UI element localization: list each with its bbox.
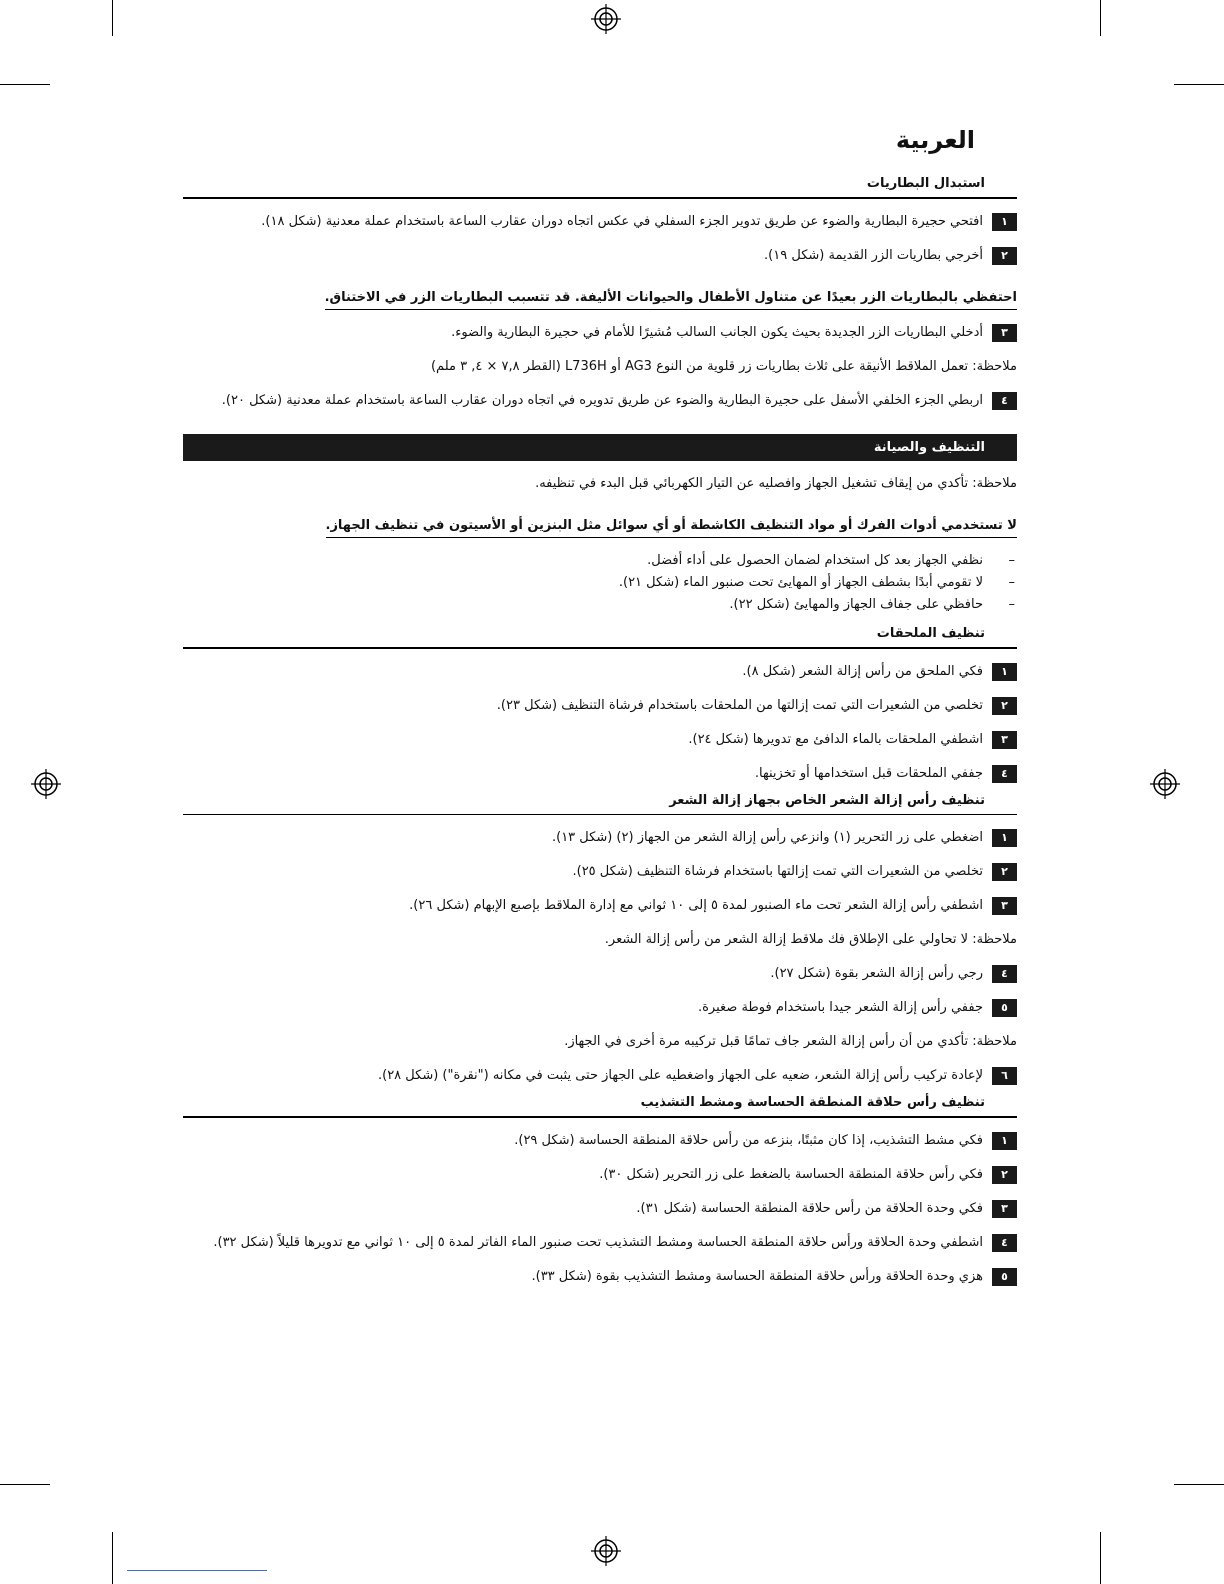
- section-heading-attachments: تنظيف الملحقات: [183, 616, 1017, 649]
- warning-text: احتفظي بالبطاريات الزر بعيدًا عن متناول الأطفال والحيوانات الأليفة. قد تتسبب البطاريات الزر في الاختناق.: [325, 287, 1017, 310]
- step-text: هزي وحدة الحلاقة ورأس حلاقة المنطقة الحساسة ومشط التشذيب بقوة (شكل ٣٣).: [531, 1269, 983, 1284]
- step-text: جففي الملحقات قبل استخدامها أو تخزينها.: [754, 766, 983, 781]
- step-number: ٢: [992, 697, 1017, 715]
- section-heading-epilator: تنظيف رأس إزالة الشعر الخاص بجهاز إزالة الشعر: [183, 785, 1017, 815]
- step-text: فكي مشط التشذيب، إذا كان مثبتًا، بنزعه من رأس حلاقة المنطقة الحساسة (شكل ٢٩).: [514, 1133, 983, 1148]
- step-number: ٤: [992, 765, 1017, 783]
- page-title: العربية: [895, 126, 975, 154]
- step-text: تخلصي من الشعيرات التي تمت إزالتها باستخدام فرشاة التنظيف (شكل ٢٥).: [572, 864, 983, 879]
- registration-mark-icon: [591, 1536, 621, 1566]
- list-item: [183, 827, 1017, 849]
- crop-mark: [1174, 1484, 1224, 1485]
- crop-mark: [112, 1532, 113, 1584]
- registration-mark-icon: [591, 4, 621, 34]
- step-text: اشطفي وحدة الحلاقة ورأس حلاقة المنطقة الحساسة ومشط التشذيب تحت صنبور الماء الفاتر لمدة ٥ إلى ١٠ ثواني مع تدويرها قليلاً (شكل ٣٢).: [213, 1235, 983, 1250]
- step-text: اشطفي الملحقات بالماء الدافئ مع تدويرها (شكل ٢٤).: [688, 732, 983, 747]
- list-item: [183, 1164, 1017, 1186]
- section-heading-shaver: تنظيف رأس حلاقة المنطقة الحساسة ومشط التشذيب: [183, 1087, 1017, 1118]
- list-item: [183, 729, 1017, 751]
- list-item: [183, 211, 1017, 233]
- step-number: ٥: [992, 999, 1017, 1017]
- section-heading-cleaning: التنظيف والصيانة: [183, 434, 1017, 461]
- registration-mark-icon: [31, 769, 61, 799]
- list-item: [183, 1065, 1017, 1087]
- step-text: أدخلي البطاريات الزر الجديدة بحيث يكون الجانب السالب مُشيرًا للأمام في حجيرة البطارية والضوء.: [451, 325, 983, 340]
- note-text: ملاحظة: لا تحاولي على الإطلاق فك ملاقط إزالة الشعر من رأس إزالة الشعر.: [604, 932, 1017, 947]
- step-number: ٢: [992, 863, 1017, 881]
- step-text: فكي وحدة الحلاقة من رأس حلاقة المنطقة الحساسة (شكل ٣١).: [636, 1201, 983, 1216]
- list-item: [183, 861, 1017, 883]
- bullet-text: حافظي على جفاف الجهاز والمهايئ (شكل ٢٢).: [729, 597, 983, 612]
- step-number: ١: [992, 829, 1017, 847]
- step-number: ٦: [992, 1067, 1017, 1085]
- list-item: [183, 661, 1017, 683]
- list-item: [183, 763, 1017, 785]
- list-item: [183, 550, 1017, 572]
- step-text: فكي الملحق من رأس إزالة الشعر (شكل ٨).: [742, 664, 983, 679]
- bullet-text: لا تقومي أبدًا بشطف الجهاز أو المهايئ تحت صنبور الماء (شكل ٢١).: [618, 575, 983, 590]
- list-item: [183, 1232, 1017, 1254]
- list-item: [183, 594, 1017, 616]
- step-number: ١: [992, 1132, 1017, 1150]
- step-number: ٢: [992, 247, 1017, 265]
- step-number: ٤: [992, 1234, 1017, 1252]
- warning-text: لا تستخدمي أدوات الفرك أو مواد التنظيف الكاشطة أو أي سوائل مثل البنزين أو الأسيتون في تنظيف الجهاز.: [326, 515, 1018, 538]
- list-item: [183, 1198, 1017, 1220]
- step-text: فكي رأس حلاقة المنطقة الحساسة بالضغط على زر التحرير (شكل ٣٠).: [599, 1167, 983, 1182]
- step-text: رجي رأس إزالة الشعر بقوة (شكل ٢٧).: [770, 966, 983, 981]
- step-number: ٥: [992, 1268, 1017, 1286]
- step-number: ٤: [992, 392, 1017, 410]
- step-number: ١: [992, 663, 1017, 681]
- step-number: ٣: [992, 731, 1017, 749]
- registration-mark-icon: [1150, 769, 1180, 799]
- step-text: اربطي الجزء الخلفي الأسفل على حجيرة البطارية والضوء عن طريق تدويره في اتجاه دوران عقارب الساعة باستخدام عملة معدنية (شكل ٢٠).: [221, 393, 983, 408]
- note-text: ملاحظة: تأكدي من إيقاف تشغيل الجهاز وافصليه عن التيار الكهربائي قبل البدء في تنظيفه.: [535, 476, 1017, 491]
- note-text: ملاحظة: تأكدي من أن رأس إزالة الشعر جاف تمامًا قبل تركيبه مرة أخرى في الجهاز.: [564, 1034, 1017, 1049]
- list-item: [183, 390, 1017, 412]
- step-number: ٣: [992, 897, 1017, 915]
- step-text: اضغطي على زر التحرير (١) وانزعي رأس إزالة الشعر من الجهاز (٢) (شكل ١٣).: [551, 830, 983, 845]
- crop-mark: [1100, 0, 1101, 36]
- list-item: [183, 1130, 1017, 1152]
- bullet-list: [183, 550, 1017, 616]
- step-number: ٣: [992, 324, 1017, 342]
- list-item: [183, 895, 1017, 917]
- section-heading-battery: استبدال البطاريات: [183, 160, 1017, 199]
- bullet-text: نظفي الجهاز بعد كل استخدام لضمان الحصول على أداء أفضل.: [647, 553, 983, 568]
- list-item: [183, 997, 1017, 1019]
- crop-mark: [1174, 84, 1224, 85]
- step-text: افتحي حجيرة البطارية والضوء عن طريق تدوير الجزء السفلي في عكس اتجاه دوران عقارب الساعة باستخدام عملة معدنية (شكل ١٨).: [261, 214, 983, 229]
- crop-mark: [0, 84, 50, 85]
- crop-mark: [1100, 1532, 1101, 1584]
- bullet-dash: –: [1008, 575, 1015, 590]
- step-number: ٣: [992, 1200, 1017, 1218]
- list-item: [183, 245, 1017, 267]
- step-text: أخرجي بطاريات الزر القديمة (شكل ١٩).: [764, 248, 983, 263]
- step-text: لإعادة تركيب رأس إزالة الشعر، ضعيه على الجهاز واضغطيه على الجهاز حتى يثبت في مكانه ("نقرة") (شكل ٢٨).: [377, 1068, 983, 1083]
- step-text: جففي رأس إزالة الشعر جيدا باستخدام فوطة صغيرة.: [697, 1000, 983, 1015]
- step-number: ١: [992, 213, 1017, 231]
- bullet-dash: –: [1008, 597, 1015, 612]
- bullet-dash: –: [1008, 553, 1015, 568]
- step-text: تخلصي من الشعيرات التي تمت إزالتها من الملحقات باستخدام فرشاة التنظيف (شكل ٢٣).: [496, 698, 983, 713]
- list-item: [183, 322, 1017, 344]
- list-item: [183, 963, 1017, 985]
- crop-mark: [112, 0, 113, 36]
- list-item: [183, 1266, 1017, 1288]
- step-text: اشطفي رأس إزالة الشعر تحت ماء الصنبور لمدة ٥ إلى ١٠ ثواني مع إدارة الملاقط بإصبع الإبهام (شكل ٢٦).: [409, 898, 983, 913]
- note-text: ملاحظة: تعمل الملاقط الأنيقة على ثلاث بطاريات زر قلوية من النوع AG3 أو L736H (القطر ٧,٨ × ٤, ٣ ملم): [430, 359, 1017, 374]
- document-body: [183, 120, 1017, 1288]
- step-number: ٢: [992, 1166, 1017, 1184]
- list-item: [183, 695, 1017, 717]
- step-number: ٤: [992, 965, 1017, 983]
- crop-mark: [0, 1484, 50, 1485]
- blue-line: [127, 1570, 267, 1571]
- list-item: [183, 572, 1017, 594]
